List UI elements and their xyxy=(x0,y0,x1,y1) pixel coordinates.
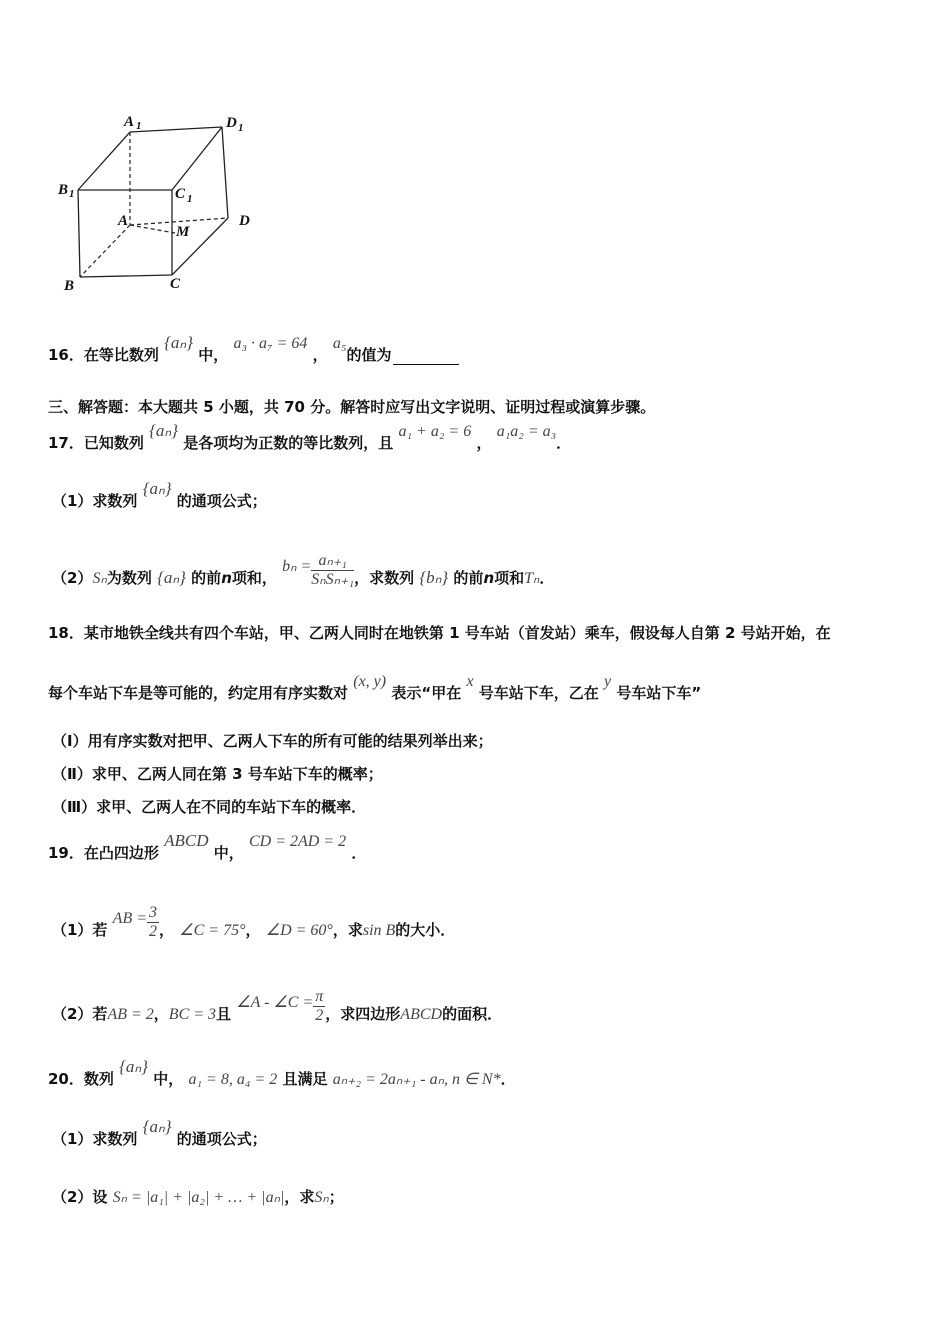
answer-blank xyxy=(393,346,459,365)
question-17-part-1: （1）求数列 {aₙ} 的通项公式； xyxy=(52,479,267,510)
question-19: 19．在凸四边形 ABCD 中， CD = 2AD = 2 ． xyxy=(48,831,367,862)
label-m: M xyxy=(176,224,190,240)
label-b: B xyxy=(64,278,75,294)
label-c1: C xyxy=(175,186,186,202)
question-16: 16．在等比数列 {aₙ} 中， a₃ · a₇ = 64 ， a₅的值为 xyxy=(48,344,459,365)
question-18-part-2: （Ⅱ）求甲、乙两人同在第 3 号车站下车的概率； xyxy=(52,765,383,783)
label-b1: B xyxy=(58,182,69,198)
label-a1: A xyxy=(124,114,135,130)
question-18-part-3: （Ⅲ）求甲、乙两人在不同的车站下车的概率． xyxy=(52,798,367,816)
question-20: 20．数列 {aₙ} 中， a₁ = 8, a₄ = 2 且满足 aₙ₊₂ = 2aₙ₊₁ - aₙ, n ∈ N*． xyxy=(48,1057,516,1088)
label-d: D xyxy=(239,213,250,229)
question-20-part-1: （1）求数列 {aₙ} 的通项公式； xyxy=(52,1117,267,1148)
question-18-line-2: 每个车站下车是等可能的，约定用有序实数对 (x, y) 表示“甲在 x 号车站下车，乙在 y 号车站下车” xyxy=(48,673,702,702)
fraction: $\frac{\text{aₙ₊₁}}{\text{SₙSₙ₊₁}}$ xyxy=(311,552,355,588)
condition: a₃ · a₇ = 64 xyxy=(233,335,308,352)
question-17: 17．已知数列 {aₙ} 是各项均为正数的等比数列，且 a₁ + a₂ = 6 ， a₁a₂ = a₃． xyxy=(48,421,572,452)
question-19-part-2: （2）若AB = 2，BC = 3且 ∠A - ∠C = $\frac{\pi}{2}$ ，求四边形ABCD的面积． xyxy=(52,988,503,1024)
section-header: 三、解答题：本大题共 5 小题，共 70 分。解答时应写出文字说明、证明过程或演算步骤。 xyxy=(48,398,656,416)
svg-text:1: 1 xyxy=(136,120,142,132)
cube-figure xyxy=(40,100,280,300)
question-20-part-2: （2）设 Sₙ = |a₁| + |a₂| + … + |aₙ|，求Sₙ； xyxy=(52,1188,344,1206)
label-d1: D xyxy=(226,115,237,131)
question-17-part-2: （2）Sₙ为数列 {aₙ} 的前n项和， bₙ = $\frac{\text{aₙ₊₁}}{\text{SₙSₙ₊₁}}$ ，求数列 {bₙ} 的前n项和Tₙ． xyxy=(52,552,555,588)
svg-text:1: 1 xyxy=(238,122,244,134)
label-a: A xyxy=(118,213,129,229)
label-c: C xyxy=(170,276,181,292)
svg-text:1: 1 xyxy=(69,188,75,200)
question-19-part-1: （1）若 AB = $\frac{3}{2}$ ， ∠C = 75°， ∠D = 60°，求sin B的大小． xyxy=(52,904,456,940)
question-18-part-1: （Ⅰ）用有序实数对把甲、乙两人下车的所有可能的结果列举出来； xyxy=(52,732,493,750)
sequence-an: {aₙ} xyxy=(164,333,193,352)
svg-text:1: 1 xyxy=(187,193,193,205)
question-18-line-1: 18．某市地铁全线共有四个车站，甲、乙两人同时在地铁第 1 号车站（首发站）乘车，假设每人自第 2 号站开始，在 xyxy=(48,624,831,642)
